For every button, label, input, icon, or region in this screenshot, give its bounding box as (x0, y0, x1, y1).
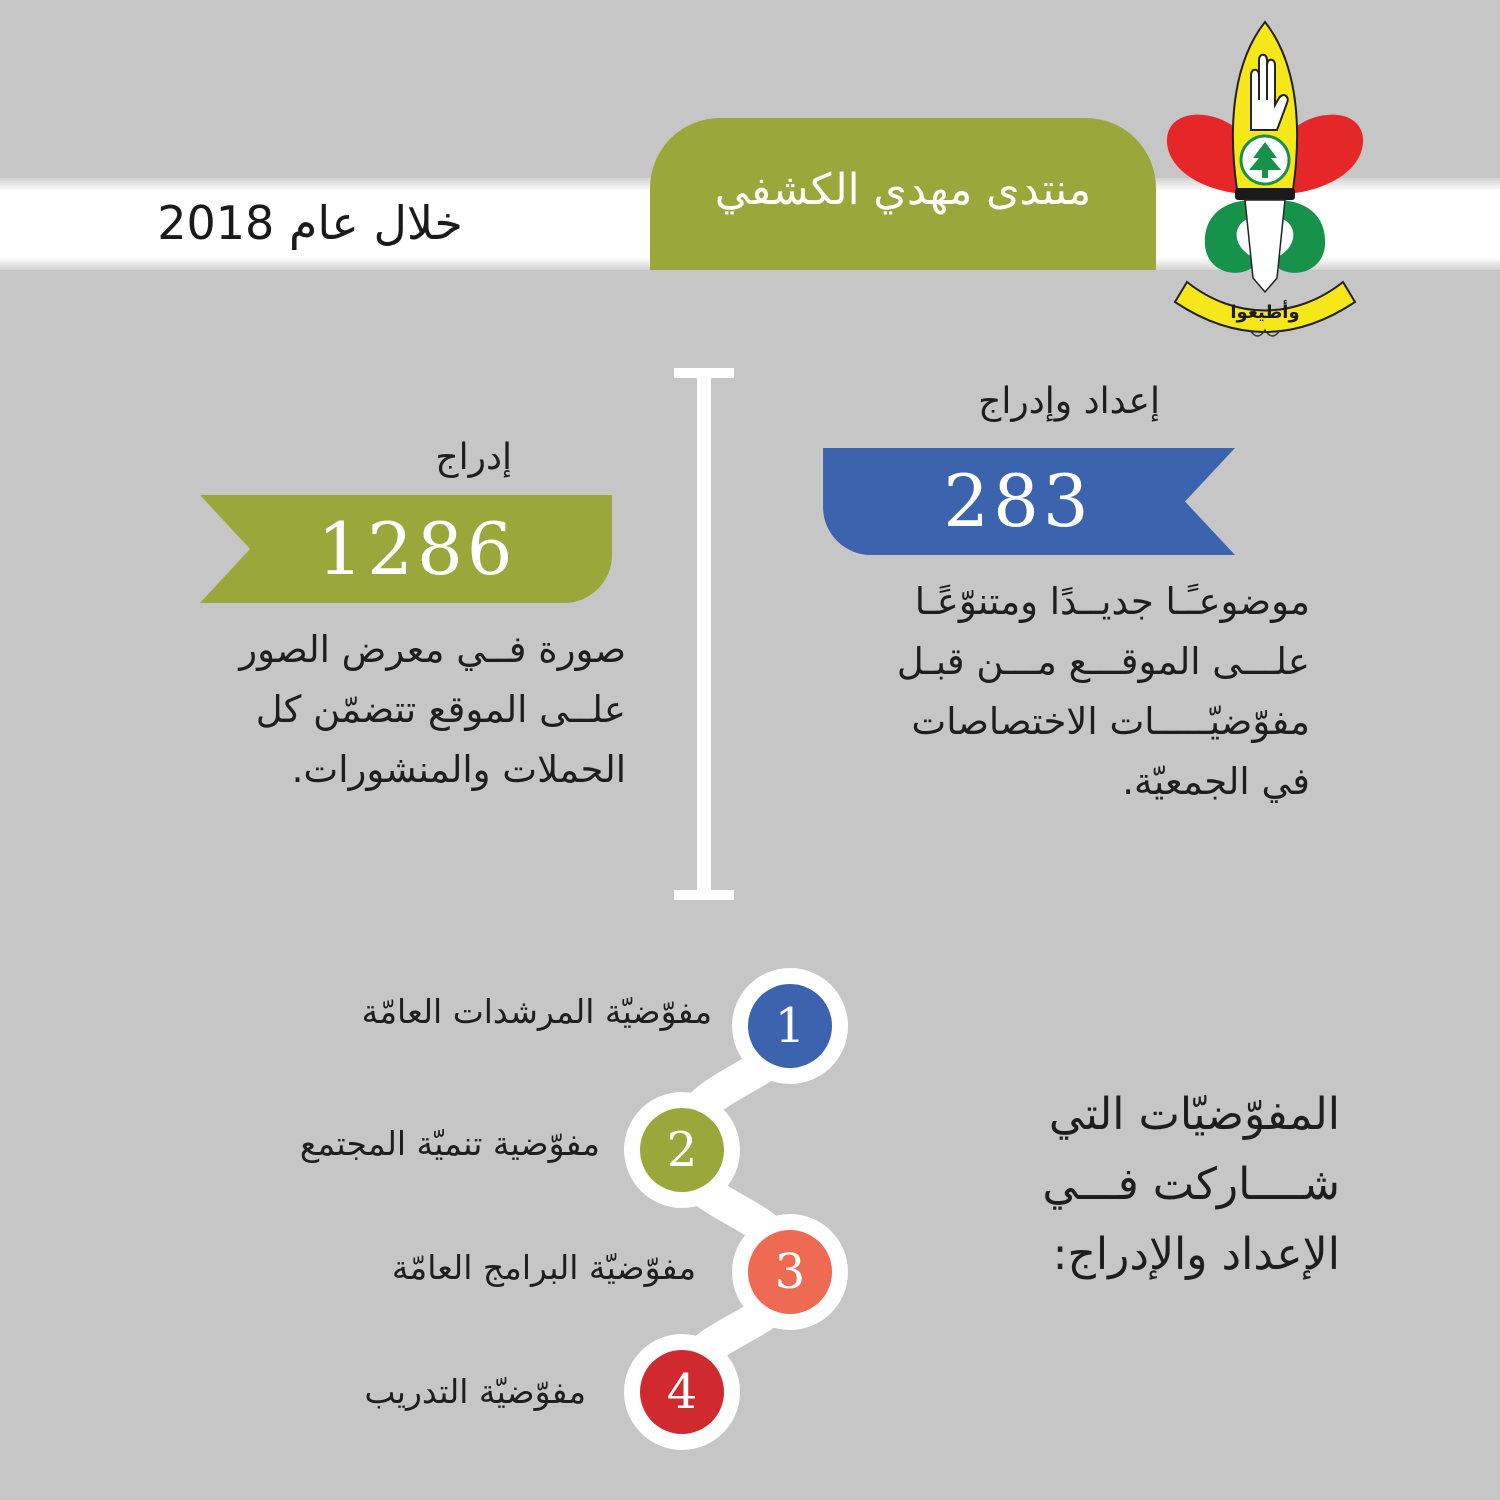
center-divider (672, 368, 736, 900)
commission-label-1: مفوّضيّة المرشدات العامّة (361, 992, 712, 1031)
commissions-title-line: شــــاركت فـــي (1042, 1159, 1340, 1210)
left-stat-value: 1286 (317, 507, 517, 591)
commissions-title-line: المفوّضيّات التي (1048, 1089, 1340, 1140)
left-stat-label: إدراج (435, 437, 512, 478)
right-desc-line: موضوعـًـا جديــدًا ومتنوّعًـا (914, 580, 1310, 623)
left-stat-description (180, 620, 626, 800)
logo-band (1235, 188, 1295, 200)
right-desc-line: مفوّضيّـــــات الاختصاصات (911, 700, 1310, 743)
commissions-title-line: الإعداد والإدراج: (1052, 1229, 1340, 1280)
left-desc-line: صورة فــي معرض الصور (239, 628, 626, 671)
scout-logo (1165, 20, 1365, 340)
number-1: 1 (774, 998, 806, 1054)
left-desc-line: الحملات والمنشورات. (291, 748, 626, 791)
logo-motto: وأطيعوا (1230, 302, 1300, 323)
commission-label-3: مفوّضيّة البرامج العامّة (391, 1248, 696, 1287)
number-3: 3 (774, 1244, 806, 1300)
year-text: خلال عام 2018 (157, 196, 463, 250)
page-title: منتدى مهدي الكشفي (714, 165, 1092, 215)
commissions-title (990, 1080, 1340, 1290)
right-stat-description (790, 572, 1310, 812)
left-desc-line: علــى الموقع تتضمّن كل (255, 688, 626, 731)
commission-label-4: مفوّضيّة التدريب (364, 1372, 586, 1411)
commission-label-2: مفوّضية تنميّة المجتمع (299, 1124, 600, 1163)
right-desc-line: علـــى الموقـــع مـــن قبـل (896, 640, 1310, 683)
number-2: 2 (666, 1122, 698, 1178)
number-4: 4 (666, 1364, 698, 1420)
right-stat-value: 283 (943, 459, 1093, 543)
right-stat-label: إعداد وإدراج (978, 381, 1160, 422)
right-desc-line: في الجمعيّة. (1122, 760, 1310, 803)
